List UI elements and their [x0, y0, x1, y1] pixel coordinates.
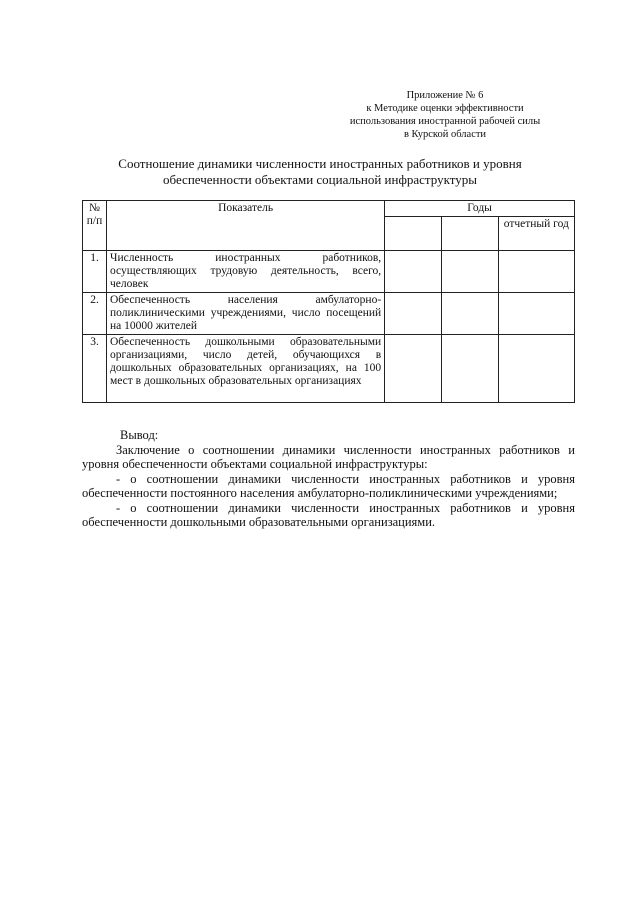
row-value-cell [441, 335, 498, 403]
header-years: Годы [385, 201, 575, 217]
row-value-cell [498, 251, 574, 293]
table-header-row [83, 201, 575, 217]
appendix-line-1: Приложение № 6 [406, 90, 484, 101]
appendix-line-4: в Курской области [403, 129, 487, 140]
document-title [90, 156, 550, 188]
row-value-cell [385, 251, 442, 293]
conclusion-heading: Вывод: [120, 428, 159, 442]
row-value-cell [441, 251, 498, 293]
table-row [83, 335, 575, 403]
row-indicator: Обеспеченность дошкольными образовательными организациями, число детей, обучающихся в дошкольных образовательных организациях, на 100 мест в дошкольных образовательных организациях [107, 335, 385, 403]
row-indicator: Обеспеченность населения амбулаторно-поликлиническими учреждениями, число посещений на 10000 жителей [107, 293, 385, 335]
header-report-year: отчетный год [498, 217, 574, 251]
header-indicator: Показатель [107, 201, 385, 251]
row-value-cell [498, 335, 574, 403]
table-row [83, 293, 575, 335]
appendix-line-3: использования иностранной рабочей силы [349, 116, 541, 127]
row-num: 1. [83, 251, 107, 293]
title-line-1: Соотношение динамики численности иностранных работников и уровня [118, 156, 522, 171]
conclusion-paragraph-1: Заключение о соотношении динамики численности иностранных работников и уровня обеспеченности объектами социальной инфраструктуры: [82, 442, 575, 471]
conclusion-paragraph-2: - о соотношении динамики численности иностранных работников и уровня обеспеченности постоянного населения амбулаторно-поликлиническими учреждениями; [82, 471, 575, 500]
table-row [83, 251, 575, 293]
year-cell-1 [385, 217, 442, 251]
row-value-cell [441, 293, 498, 335]
title-line-2: обеспеченности объектами социальной инфраструктуры [163, 172, 477, 187]
appendix-line-2: к Методике оценки эффективности [366, 103, 524, 114]
header-num: № п/п [83, 201, 107, 251]
row-num: 3. [83, 335, 107, 403]
appendix-note [300, 89, 590, 141]
row-indicator: Численность иностранных работников, осуществляющих трудовую деятельность, всего, человек [107, 251, 385, 293]
conclusion-section [82, 428, 575, 530]
row-value-cell [498, 293, 574, 335]
conclusion-paragraph-3: - о соотношении динамики численности иностранных работников и уровня обеспеченности дошкольными образовательными организациями. [82, 500, 575, 529]
indicators-table [82, 200, 575, 403]
row-num: 2. [83, 293, 107, 335]
row-value-cell [385, 293, 442, 335]
row-value-cell [385, 335, 442, 403]
year-cell-2 [441, 217, 498, 251]
